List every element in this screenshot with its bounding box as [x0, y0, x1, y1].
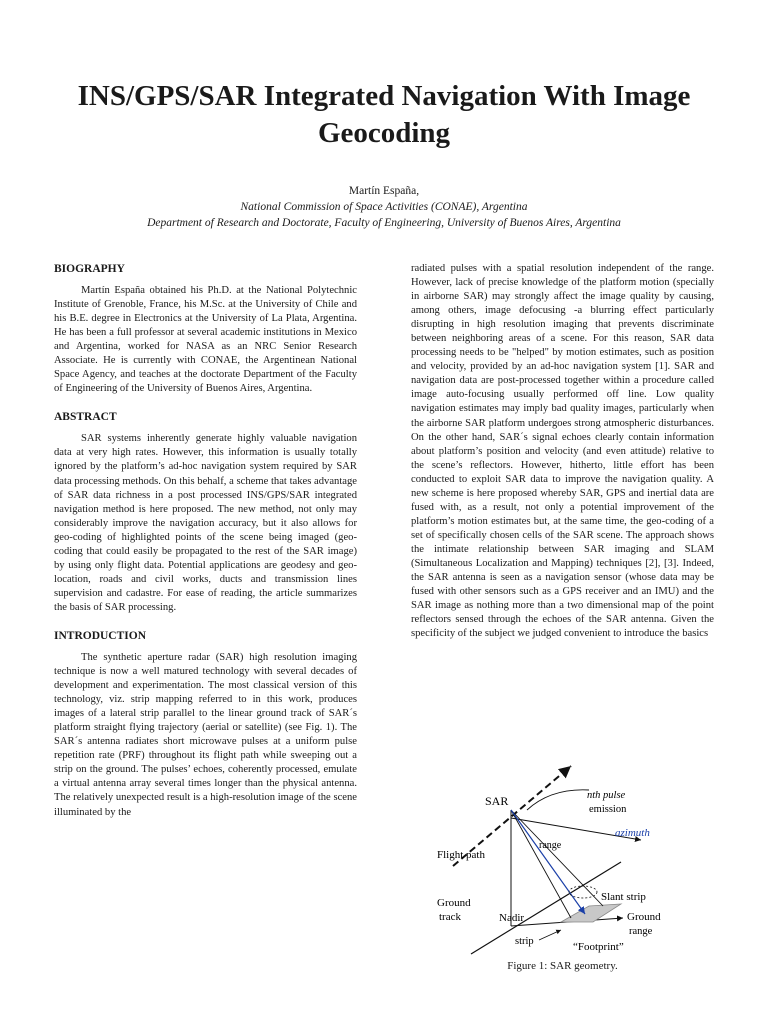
sar-geometry-diagram: [411, 758, 714, 958]
title-line-1: INS/GPS/SAR Integrated Navigation With Image: [77, 80, 691, 112]
author-name: Martín España,: [348, 185, 420, 197]
label-ground-range-2: range: [629, 926, 653, 937]
beam-line-2: [511, 810, 603, 906]
figure-caption: Figure 1: SAR geometry.: [507, 960, 618, 972]
label-ground-range-1: Ground: [627, 911, 661, 923]
label-track: track: [439, 911, 461, 923]
label-ground: Ground: [437, 897, 471, 909]
introduction-text-right: radiated pulses with a spatial resolution independent of the range. However, lack of precise knowledge of the platform motion (specially in airborne SAR) may strongly affect the image quality by causing, among others, image defocusing -a blurring effect particularly disrupting in high resolution imaging that prevents discriminate between neighboring areas of a scene. For this reason, SAR data processing needs to be "helped" by motion estimates, such as position and velocity, provided by an ad-hoc navigation system [1]. SAR and navigation data are post-processed together within a procedure called image auto-focusing usually performed off line. Low quality navigation estimates may imply bad quality images, particularly when the airborne SAR platform undergoes strong atmospheric disturbances. On the other hand, SAR´s signal echoes clearly contain information about platform’s position and velocity (and even attitude) relative to the scene’s reflectors. However, hitherto, little effort has been conducted to exploit SAR data to improve the navigation quality. A new scheme is here proposed whereby SAR, GPS and inertial data are fused with, as a result, not only a potential improvement of the platform’s motion estimates but, at the same time, the geo-coding of a set of specifically chosen cells of the SAR scene. The approach shows the intimate relationship between SAR imaging and SLAM (Simultaneous Localization and Mapping) techniques [2], [3]. Indeed, the SAR antenna is seen as a navigation sensor (whose data may be fused with other sensors such as a GPS receiver and an IMU) and the SAR image as nothing more than a two dimensional map of the point reflectors sensed through the echoes of the SAR antenna. Given the specificity of the subject we judged convenient to introduce the basics: [411, 263, 714, 640]
abstract-heading: ABSTRACT: [54, 411, 117, 424]
paper-title: [40, 78, 728, 152]
footprint-strip: [561, 904, 621, 922]
label-pulse: nth pulse: [587, 790, 626, 801]
introduction-text-left: The synthetic aperture radar (SAR) high resolution imaging technique is now a well matured technology with several decades of development and experimentation. The most classical version of this technology, viz. strip mapping referred to in this work, produces images of a lateral strip parallel to the linear ground track of SAR´s platform straight flying trajectory (aerial or satellite) (see Fig. 1). The SAR´s antenna radiates short microwave pulses at a uniform pulse repetition rate (PRF) throughout its flight path while sweeping out a strip on the ground. The pulses’ echoes, coherently processed, emulate a virtual antenna array several times longer than the physical antenna. The relatively unexpected result is a high-resolution image of the scene illuminated by the: [54, 651, 357, 818]
affiliation-1: National Commission of Space Activities (CONAE), Argentina: [240, 201, 528, 213]
label-strip: strip: [515, 936, 534, 947]
range-arrow: [511, 810, 585, 914]
title-line-2: Geocoding: [317, 117, 451, 149]
label-azimuth: azimuth: [615, 827, 650, 839]
sar-geometry-figure: [411, 758, 714, 980]
label-sar: SAR: [485, 794, 509, 808]
right-column: [411, 262, 714, 655]
left-column: [54, 262, 357, 834]
pulse-emission-arc: [527, 790, 589, 810]
abstract-text: SAR systems inherently generate highly valuable navigation data at very high rates. However, this information is usually totally ignored by the platform’s ad-hoc navigation system required by SAR data processing methods. On this behalf, a scheme that takes advantage of SAR data richness in a post processed INS/GPS/SAR integrated navigation method is here proposed. The new method, not only may considerably improve the navigation accuracy, but it also allows for geo-coding of highlighted points of the scene being imaged (geo-coding that could easily be propagated to the rest of the SAR image) by using only flight data. Potential applications are geodesy and geo-location, roads and civil works, ducts and transmission lines supervision and cadastre. For ease of reading, the article summarizes the basis of SAR processing.: [54, 433, 357, 613]
biography-text: Martín España obtained his Ph.D. at the National Polytechnic Institute of Grenoble, France, his M.Sc. at the University of Chile and his B.E. degree in Electronics at the University of La Plata, Argentina. He has been a full professor at several academic institutions in Mexico and Argentina, worked for NASA as an NRC Senior Research Associate. He is currently with CONAE, the Argentinean National Space Agency, and teaches at the doctorate Department of the Faculty of Engineering of the University of Buenos Aires, Argentina.: [54, 285, 357, 395]
label-nadir: Nadir: [499, 912, 525, 924]
label-slant-strip: Slant strip: [601, 891, 646, 903]
label-footprint: “Footprint”: [573, 941, 624, 953]
label-flight-path: Flight path: [437, 849, 485, 861]
biography-heading: BIOGRAPHY: [54, 263, 125, 275]
label-range: range: [539, 840, 562, 851]
author-block: [40, 183, 728, 231]
strip-width-arrow: [539, 930, 561, 940]
introduction-heading: INTRODUCTION: [54, 629, 147, 642]
label-emission: emission: [589, 804, 627, 815]
affiliation-2: Department of Research and Doctorate, Faculty of Engineering, University of Buenos Aires, Argentina: [147, 217, 621, 229]
